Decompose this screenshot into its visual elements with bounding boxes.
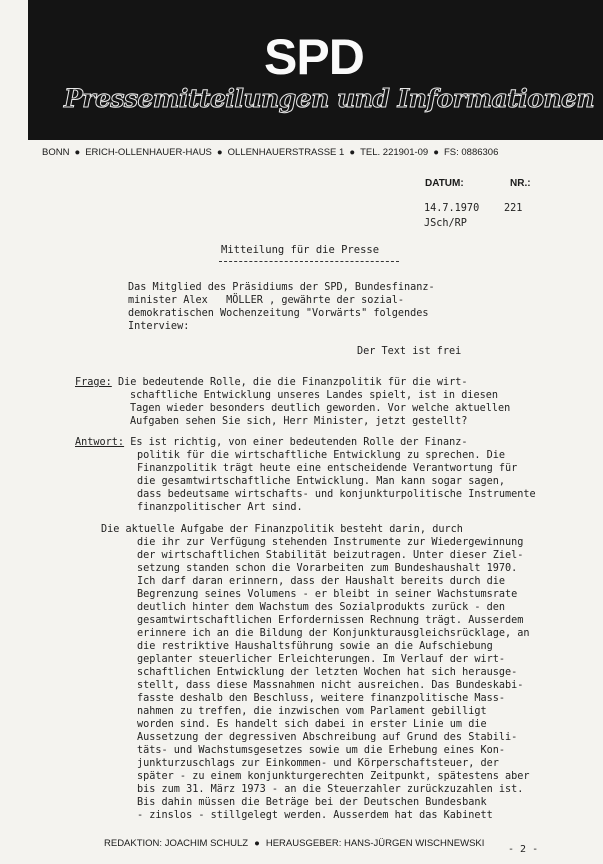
paragraph-line: fasste deshalb den Beschluss, weitere finanzpolitische Mass- xyxy=(137,693,506,704)
answer-line: dass bedeutsame wirtschafts- und konjunkturpolitische Instrumente xyxy=(137,489,536,500)
intro-line: demokratischen Wochenzeitung "Vorwärts" folgendes xyxy=(128,308,429,319)
paragraph-line: später - zu einem konjunkturgerechten Zeitpunkt, spätestens aber xyxy=(137,771,530,782)
address-telex: FS: 0886306 xyxy=(443,147,499,158)
paragraph-line: junkturzuschlags zur Einkommen- und Körperschaftsteuer, der xyxy=(137,758,499,769)
answer-line: Es ist richtig, von einer bedeutenden Rolle der Finanz- xyxy=(124,437,468,448)
datum-value: 14.7.1970 xyxy=(424,203,480,214)
footer-herausgeber: HERAUSGEBER: HANS-JÜRGEN WISCHNEWSKI xyxy=(265,838,485,849)
bullet-icon: ● xyxy=(216,147,223,158)
bullet-icon: ● xyxy=(254,838,260,849)
address-street: OLLENHAUERSTRASSE 1 xyxy=(227,147,345,158)
paragraph-line: - zinslos - stillgelegt werden. Ausserdem hat das Kabinett xyxy=(137,810,493,821)
footer-line xyxy=(104,838,484,849)
intro-line: Interview: xyxy=(128,321,190,332)
paragraph-line: deutlich hinter dem Wachstum des Sozialprodukts zurück - den xyxy=(137,602,506,613)
address-building: ERICH-OLLENHAUER-HAUS xyxy=(85,147,212,158)
page-number: - 2 - xyxy=(508,844,539,855)
paragraph-line: die restriktive Haushaltsführung sowie an die Aufschiebung xyxy=(137,641,493,652)
question-line: Aufgaben sehen Sie sich, Herr Minister, jetzt gestellt? xyxy=(130,416,468,427)
question-line: schaftliche Entwicklung unseres Landes spielt, ist in diesen xyxy=(130,390,499,401)
question-line: Tagen wieder besonders deutlich geworden. Vor welche aktuellen xyxy=(130,403,511,414)
question-label: Frage: xyxy=(75,377,112,388)
release-note: Der Text ist frei xyxy=(357,346,462,357)
paragraph-line: worden sind. Es handelt sich dabei in erster Linie um die xyxy=(137,719,487,730)
paragraph-line: Ich darf daran erinnern, dass der Haushalt bereits durch die xyxy=(137,576,506,587)
paragraph-line: täts- und Wachstumsgesetzes sowie um die Erhebung eines Kon- xyxy=(137,745,506,756)
answer-line: die gesamtwirtschaftliche Entwicklung. Man kann sogar sagen, xyxy=(137,476,506,487)
bullet-icon: ● xyxy=(349,147,356,158)
paragraph-line: erinnere ich an die Bildung der Konjunkturausgleichsrücklage, an xyxy=(137,628,530,639)
paragraph-line: Begrenzung seines Volumens - er bleibt in seiner Wachstumsrate xyxy=(137,589,518,600)
paragraph-line: der wirtschaftlichen Stabilität beizutragen. Unter dieser Ziel- xyxy=(137,550,524,561)
initials: JSch/RP xyxy=(424,218,467,229)
datum-label: DATUM: xyxy=(425,178,464,189)
letterhead-subtitle: Pressemitteilungen und Informationen xyxy=(64,84,595,113)
paragraph-line: bis zum 31. März 1973 - an die Steuerzahler zurückzuzahlen ist. xyxy=(137,784,524,795)
paragraph-line: Die aktuelle Aufgabe der Finanzpolitik besteht darin, durch xyxy=(101,524,463,535)
title-underline xyxy=(219,261,399,262)
paragraph-line: die ihr zur Verfügung stehenden Instrumente zur Wiedergewinnung xyxy=(137,537,524,548)
spd-logo: SPD xyxy=(264,29,364,85)
address-city: BONN xyxy=(42,147,70,158)
intro-line: Das Mitglied des Präsidiums der SPD, Bundesfinanz- xyxy=(128,282,435,293)
bullet-icon: ● xyxy=(74,147,81,158)
paragraph-line: setzung standen schon die Vorarbeiten zum Bundeshaushalt 1970. xyxy=(137,563,518,574)
nr-value: 221 xyxy=(504,203,523,214)
paragraph-line: nahmen zu treffen, die inzwischen vom Parlament gebilligt xyxy=(137,706,487,717)
nr-label: NR.: xyxy=(510,178,531,189)
address-line xyxy=(42,147,587,158)
letterhead-band xyxy=(28,0,603,140)
paragraph-line: Bis dahin müssen die Beträge bei der Deutschen Bundesbank xyxy=(137,797,487,808)
address-phone: TEL. 221901-09 xyxy=(360,147,429,158)
document-title: Mitteilung für die Presse xyxy=(221,244,380,256)
question-line: Die bedeutende Rolle, die die Finanzpolitik für die wirt- xyxy=(111,377,468,388)
bullet-icon: ● xyxy=(433,147,439,158)
question-block xyxy=(75,376,468,389)
paragraph-line: geplanter steuerlicher Erleichterungen. Im Verlauf der wirt- xyxy=(137,654,506,665)
answer-label: Antwort: xyxy=(75,437,125,448)
paragraph-line: schaftlichen Entwicklung der letzten Wochen hat sich herausge- xyxy=(137,667,518,678)
answer-line: Finanzpolitik trägt heute eine entscheidende Verantwortung für xyxy=(137,463,518,474)
answer-block xyxy=(75,436,468,449)
paragraph-line: gesamtwirtschaftlichen Erfordernissen Rechnung trägt. Ausserdem xyxy=(137,615,524,626)
footer-redaktion: REDAKTION: JOACHIM SCHULZ xyxy=(104,838,249,849)
answer-line: politik für die wirtschaftliche Entwicklung zu sprechen. Die xyxy=(137,450,506,461)
paragraph-line: Aussetzung der degressiven Abschreibung auf Grund des Stabili- xyxy=(137,732,518,743)
paragraph-line: stellt, dass diese Massnahmen nicht ausreichen. Das Bundeskabi- xyxy=(137,680,524,691)
answer-line: finanzpolitischer Art sind. xyxy=(137,502,303,513)
intro-line: minister Alex MÖLLER , gewährte der sozial- xyxy=(128,295,405,306)
